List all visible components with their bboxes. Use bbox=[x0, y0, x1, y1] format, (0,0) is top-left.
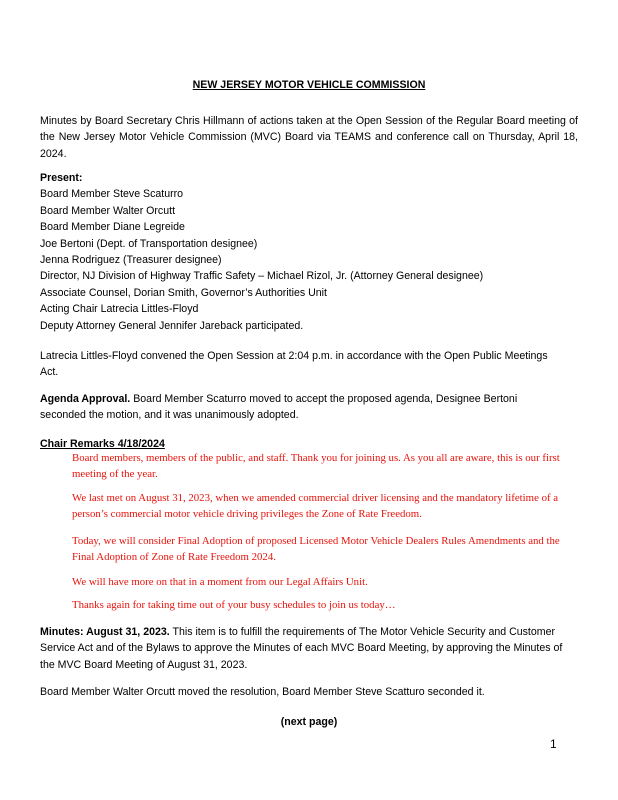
minutes-heading: Minutes: August 31, 2023. bbox=[40, 626, 170, 638]
intro-paragraph: Minutes by Board Secretary Chris Hillmann of actions taken at the Open Session of the Regular Board meeting of the New Jersey Motor Vehicle Commission (MVC) Board via TEAMS and conference call on Thursday, April 18, 2024. bbox=[40, 115, 578, 160]
attendee-item: Associate Counsel, Dorian Smith, Governor’s Authorities Unit bbox=[40, 286, 327, 299]
minutes-paragraph bbox=[40, 624, 578, 673]
attendee-item: Board Member Steve Scaturro bbox=[40, 188, 184, 201]
agenda-text: Board Member Scaturro moved to accept the proposed agenda, Designee Bertoni seconded the motion, and it was unanimously adopted. bbox=[40, 393, 518, 422]
document-title: NEW JERSEY MOTOR VEHICLE COMMISSION bbox=[192, 79, 426, 91]
agenda-heading: Agenda Approval. bbox=[40, 393, 131, 405]
convened-paragraph: Latrecia Littles-Floyd convened the Open Session at 2:04 p.m. in accordance with the Open Public Meetings Act. bbox=[40, 350, 548, 379]
next-page-label: (next page) bbox=[280, 716, 338, 728]
agenda-paragraph bbox=[40, 391, 560, 424]
attendee-item: Director, NJ Division of Highway Traffic Safety – Michael Rizol, Jr. (Attorney General designee) bbox=[40, 270, 484, 283]
chair-remark: We will have more on that in a moment from our Legal Affairs Unit. bbox=[72, 576, 368, 588]
chair-remark: Board members, members of the public, and staff. Thank you for joining us. As you all are aware, this is our first meeting of the year. bbox=[72, 452, 560, 481]
attendee-item: Jenna Rodriguez (Treasurer designee) bbox=[40, 254, 222, 267]
attendee-item: Board Member Walter Orcutt bbox=[40, 204, 176, 217]
page-number: 1 bbox=[550, 737, 557, 751]
chair-remark: Thanks again for taking time out of your busy schedules to join us today… bbox=[72, 599, 396, 611]
present-section bbox=[40, 170, 578, 318]
chair-remark: We last met on August 31, 2023, when we amended commercial driver licensing and the mandatory lifetime of a person’s commercial motor vehicle driving privileges the Zone of Rate Freedom. bbox=[72, 492, 559, 521]
present-heading: Present: bbox=[40, 172, 83, 184]
attendee-item: Board Member Diane Legreide bbox=[40, 221, 185, 234]
attendee-item: Joe Bertoni (Dept. of Transportation designee) bbox=[40, 237, 258, 250]
dag-paragraph: Deputy Attorney General Jennifer Jareback participated. bbox=[40, 320, 304, 332]
attendee-item: Acting Chair Latrecia Littles-Floyd bbox=[40, 303, 199, 316]
resolution-paragraph: Board Member Walter Orcutt moved the resolution, Board Member Steve Scatturo seconded it. bbox=[40, 686, 485, 698]
chair-remarks-heading: Chair Remarks 4/18/2024 bbox=[40, 438, 165, 450]
chair-remark: Today, we will consider Final Adoption of proposed Licensed Motor Vehicle Dealers Rules Amendments and the Final Adoption of Zone of Rate Freedom 2024. bbox=[72, 535, 560, 564]
minutes-text: This item is to fulfill the requirements of The Motor Vehicle Security and Customer Service Act and of the Bylaws to approve the Minutes of each MVC Board Meeting, by approving the Minutes of the MVC Board Meeting of August 31, 2023. bbox=[40, 626, 563, 671]
